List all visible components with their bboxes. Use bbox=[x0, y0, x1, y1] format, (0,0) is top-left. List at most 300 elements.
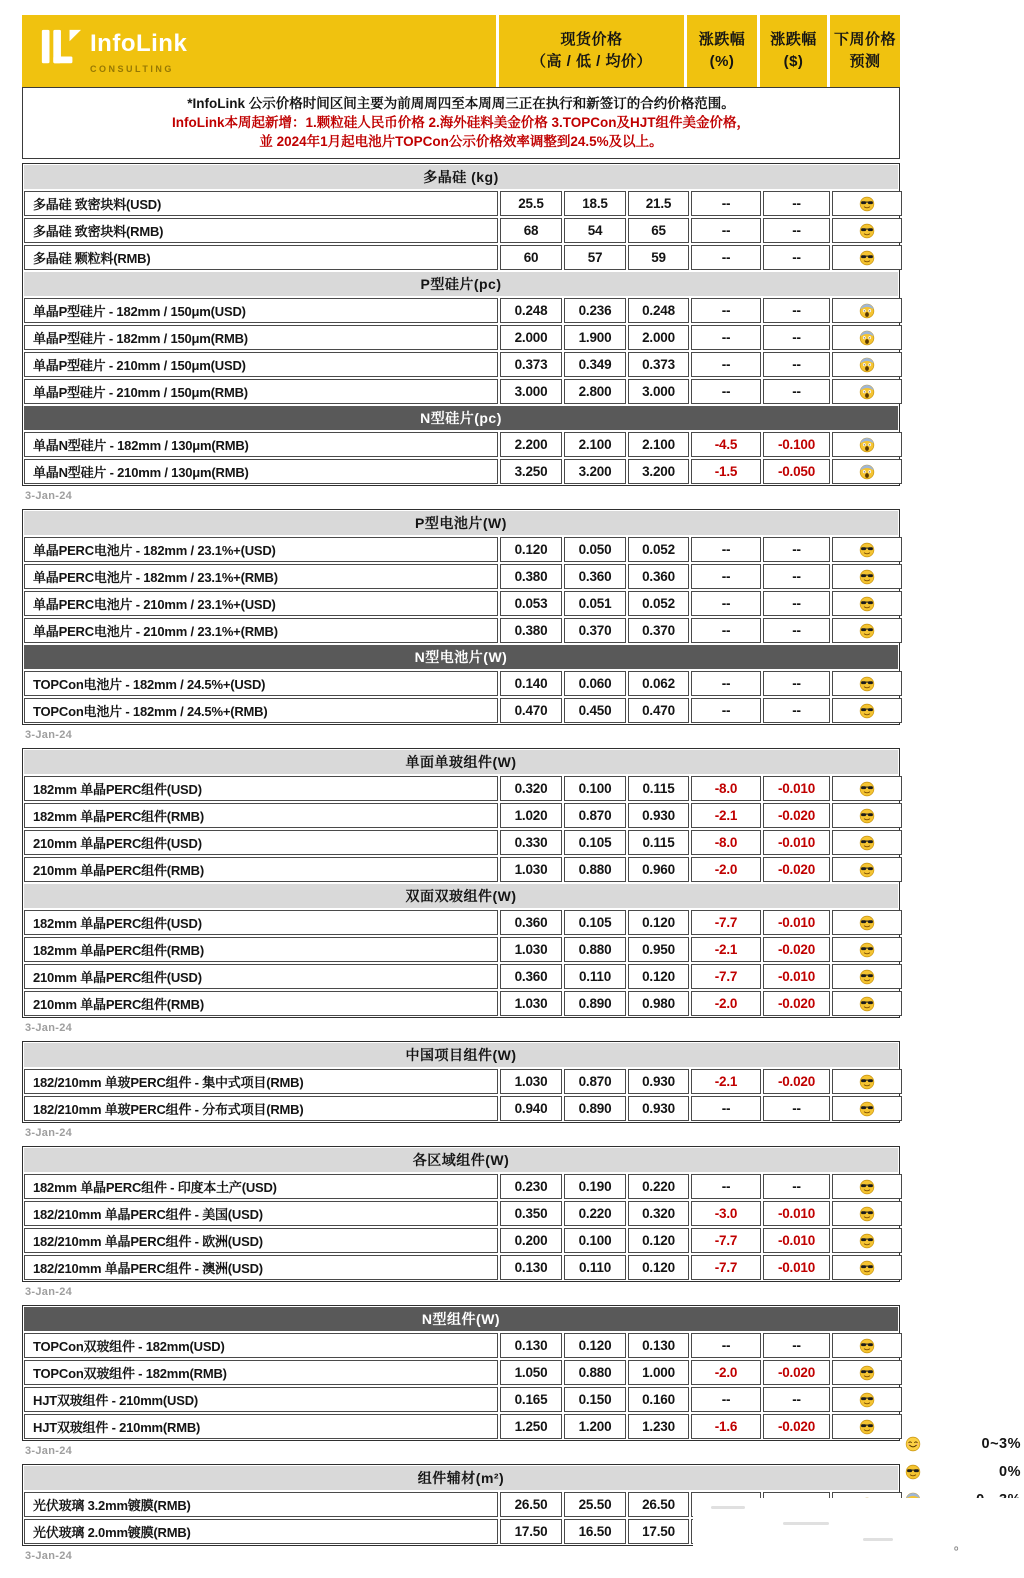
price-low: 0.880 bbox=[564, 857, 626, 882]
notice-line-3: 並 2024年1月起电池片TOPCon公示价格效率调整到24.5%及以上。 bbox=[259, 134, 663, 149]
row-label: TOPCon双玻组件 - 182mm(USD) bbox=[24, 1333, 498, 1358]
price-avg: 0.960 bbox=[628, 857, 689, 882]
row-label: 182/210mm 单玻PERC组件 - 分布式项目(RMB) bbox=[24, 1096, 498, 1121]
sunglasses-emoji-icon bbox=[832, 1201, 902, 1226]
change-pct-value: -- bbox=[691, 379, 761, 404]
price-high: 0.940 bbox=[500, 1096, 562, 1121]
change-usd-value: -0.010 bbox=[763, 830, 830, 855]
sunglasses-emoji-icon bbox=[832, 1228, 902, 1253]
column-header-spot-price bbox=[499, 15, 684, 87]
change-usd-value: -0.010 bbox=[763, 964, 830, 989]
change-pct-value: -4.5 bbox=[691, 432, 761, 457]
price-high: 1.030 bbox=[500, 937, 562, 962]
section-header: 双面双玻组件(W) bbox=[24, 884, 898, 908]
section-header: 组件辅材(m²) bbox=[24, 1466, 898, 1490]
change-pct-value: -2.1 bbox=[691, 937, 761, 962]
price-avg: 21.5 bbox=[628, 191, 689, 216]
price-high: 2.200 bbox=[500, 432, 562, 457]
price-avg: 0.360 bbox=[628, 564, 689, 589]
scream-emoji-icon bbox=[832, 325, 902, 350]
date-label: 3-Jan-24 bbox=[25, 1445, 73, 1457]
table-row bbox=[24, 964, 898, 989]
row-label: 210mm 单晶PERC组件(RMB) bbox=[24, 991, 498, 1016]
sunglasses-emoji-icon bbox=[832, 1387, 902, 1412]
table-row bbox=[24, 803, 898, 828]
table-row bbox=[24, 459, 898, 484]
sunglasses-emoji-icon bbox=[832, 937, 902, 962]
sunglasses-emoji-icon bbox=[832, 1174, 902, 1199]
change-usd-value: -0.010 bbox=[763, 776, 830, 801]
notice-line-2: InfoLink本周起新增：1.颗粒硅人民币价格 2.海外硅料美金价格 3.TOPCon及HJT组件美金价格， bbox=[171, 115, 751, 130]
section-header: 单面单玻组件(W) bbox=[24, 750, 898, 774]
price-avg: 1.230 bbox=[628, 1414, 689, 1439]
change-pct-value: -- bbox=[691, 1174, 761, 1199]
legend-item bbox=[903, 1430, 1021, 1458]
row-label: 210mm 单晶PERC组件(USD) bbox=[24, 964, 498, 989]
change-pct-value: -1.6 bbox=[691, 1414, 761, 1439]
price-avg: 3.000 bbox=[628, 379, 689, 404]
change-pct-value: -7.7 bbox=[691, 1228, 761, 1253]
price-high: 0.320 bbox=[500, 776, 562, 801]
sunglasses-emoji-icon bbox=[832, 537, 902, 562]
table-row bbox=[24, 910, 898, 935]
change-usd-value: -- bbox=[763, 352, 830, 377]
row-label: 210mm 单晶PERC组件(RMB) bbox=[24, 857, 498, 882]
price-avg: 0.930 bbox=[628, 1096, 689, 1121]
price-high: 0.380 bbox=[500, 618, 562, 643]
row-label: 光伏玻璃 2.0mm镀膜(RMB) bbox=[24, 1519, 498, 1544]
price-low: 1.900 bbox=[564, 325, 626, 350]
table-row bbox=[24, 991, 898, 1016]
notice-box bbox=[22, 88, 900, 159]
row-label: HJT双玻组件 - 210mm(USD) bbox=[24, 1387, 498, 1412]
price-high: 0.200 bbox=[500, 1228, 562, 1253]
scream-emoji-icon bbox=[832, 352, 902, 377]
change-usd-sublabel: ($) bbox=[783, 53, 804, 70]
price-avg: 0.373 bbox=[628, 352, 689, 377]
sunglasses-emoji-icon bbox=[832, 776, 902, 801]
change-pct-label: 涨跌幅 bbox=[698, 30, 746, 48]
change-pct-value: -1.5 bbox=[691, 459, 761, 484]
price-avg: 0.950 bbox=[628, 937, 689, 962]
scream-emoji-icon bbox=[832, 432, 902, 457]
table-group bbox=[22, 509, 900, 725]
table-row bbox=[24, 776, 898, 801]
price-high: 68 bbox=[500, 218, 562, 243]
date-label: 3-Jan-24 bbox=[25, 1286, 73, 1298]
change-pct-value: -2.0 bbox=[691, 991, 761, 1016]
sunglasses-emoji-icon bbox=[903, 1464, 923, 1480]
table-row bbox=[24, 1201, 898, 1226]
price-high: 1.030 bbox=[500, 991, 562, 1016]
price-low: 0.890 bbox=[564, 1096, 626, 1121]
table-row bbox=[24, 591, 898, 616]
legend-item bbox=[903, 1458, 1021, 1486]
notice-line-1: *InfoLink 公示价格时间区间主要为前周周四至本周周三正在执行和新签订的合约价格范围。 bbox=[187, 96, 735, 111]
table-row bbox=[24, 1255, 898, 1280]
price-low: 18.5 bbox=[564, 191, 626, 216]
change-usd-value: -0.020 bbox=[763, 1414, 830, 1439]
price-avg: 0.120 bbox=[628, 910, 689, 935]
price-high: 60 bbox=[500, 245, 562, 270]
watermark-residue: 。 bbox=[953, 1538, 966, 1552]
table-row bbox=[24, 618, 898, 643]
change-pct-value: -- bbox=[691, 671, 761, 696]
change-usd-value: -0.050 bbox=[763, 459, 830, 484]
sunglasses-emoji-icon bbox=[832, 591, 902, 616]
change-pct-value: -- bbox=[691, 325, 761, 350]
column-header-change-pct bbox=[687, 15, 757, 87]
change-usd-value: -- bbox=[763, 618, 830, 643]
change-pct-value: -- bbox=[691, 564, 761, 589]
section-header: N型电池片(W) bbox=[24, 645, 898, 669]
legend-label: 0~3% bbox=[981, 1436, 1021, 1452]
price-low: 0.150 bbox=[564, 1387, 626, 1412]
price-low: 0.360 bbox=[564, 564, 626, 589]
change-usd-value: -0.100 bbox=[763, 432, 830, 457]
change-usd-value: -- bbox=[763, 1174, 830, 1199]
change-pct-value: -- bbox=[691, 698, 761, 723]
table-row bbox=[24, 325, 898, 350]
date-label: 3-Jan-24 bbox=[25, 729, 73, 741]
row-label: 单晶P型硅片 - 182mm / 150μm(RMB) bbox=[24, 325, 498, 350]
date-label: 3-Jan-24 bbox=[25, 1022, 73, 1034]
price-low: 0.870 bbox=[564, 1069, 626, 1094]
price-low: 57 bbox=[564, 245, 626, 270]
price-low: 0.190 bbox=[564, 1174, 626, 1199]
price-high: 1.050 bbox=[500, 1360, 562, 1385]
table-row bbox=[24, 245, 898, 270]
change-pct-value: -2.0 bbox=[691, 1360, 761, 1385]
column-header-change-usd bbox=[760, 15, 827, 87]
brand-name: InfoLink bbox=[90, 29, 188, 57]
price-low: 0.100 bbox=[564, 776, 626, 801]
row-label: 182mm 单晶PERC组件(RMB) bbox=[24, 803, 498, 828]
change-pct-value: -- bbox=[691, 298, 761, 323]
price-low: 0.880 bbox=[564, 937, 626, 962]
section-header: N型硅片(pc) bbox=[24, 406, 898, 430]
price-high: 0.470 bbox=[500, 698, 562, 723]
price-low: 0.110 bbox=[564, 964, 626, 989]
row-label: 单晶PERC电池片 - 210mm / 23.1%+(RMB) bbox=[24, 618, 498, 643]
change-pct-value: -- bbox=[691, 1387, 761, 1412]
change-usd-value: -0.020 bbox=[763, 1069, 830, 1094]
price-high: 0.120 bbox=[500, 537, 562, 562]
row-label: 182/210mm 单晶PERC组件 - 澳洲(USD) bbox=[24, 1255, 498, 1280]
price-low: 0.051 bbox=[564, 591, 626, 616]
sunglasses-emoji-icon bbox=[832, 1333, 902, 1358]
row-label: 182mm 单晶PERC组件(USD) bbox=[24, 910, 498, 935]
brand-header-cell bbox=[22, 15, 496, 87]
table-row bbox=[24, 1387, 898, 1412]
sunglasses-emoji-icon bbox=[832, 830, 902, 855]
brand-subtitle: CONSULTING bbox=[90, 63, 174, 74]
price-high: 26.50 bbox=[500, 1492, 562, 1517]
sunglasses-emoji-icon bbox=[832, 698, 902, 723]
spot-price-sublabel: （高 / 低 / 均价） bbox=[530, 53, 652, 70]
price-avg: 3.200 bbox=[628, 459, 689, 484]
price-low: 0.890 bbox=[564, 991, 626, 1016]
price-high: 1.250 bbox=[500, 1414, 562, 1439]
table-row bbox=[24, 698, 898, 723]
price-high: 0.230 bbox=[500, 1174, 562, 1199]
price-avg: 0.120 bbox=[628, 964, 689, 989]
price-high: 0.373 bbox=[500, 352, 562, 377]
infolink-logo-icon bbox=[38, 26, 82, 76]
watermark-whiteout bbox=[693, 1498, 1024, 1560]
change-pct-value: -- bbox=[691, 245, 761, 270]
price-avg: 1.000 bbox=[628, 1360, 689, 1385]
change-pct-value: -7.7 bbox=[691, 1255, 761, 1280]
change-pct-value: -- bbox=[691, 218, 761, 243]
row-label: 多晶硅 致密块料(USD) bbox=[24, 191, 498, 216]
price-avg: 0.130 bbox=[628, 1333, 689, 1358]
change-pct-value: -- bbox=[691, 537, 761, 562]
row-label: 182mm 单晶PERC组件(USD) bbox=[24, 776, 498, 801]
section-header: 中国项目组件(W) bbox=[24, 1043, 898, 1067]
change-usd-value: -- bbox=[763, 1096, 830, 1121]
row-label: TOPCon双玻组件 - 182mm(RMB) bbox=[24, 1360, 498, 1385]
table-row bbox=[24, 1228, 898, 1253]
section-header: P型硅片(pc) bbox=[24, 272, 898, 296]
price-low: 0.236 bbox=[564, 298, 626, 323]
price-low: 0.880 bbox=[564, 1360, 626, 1385]
price-low: 0.105 bbox=[564, 830, 626, 855]
price-high: 2.000 bbox=[500, 325, 562, 350]
change-usd-value: -- bbox=[763, 245, 830, 270]
price-avg: 0.052 bbox=[628, 591, 689, 616]
sunglasses-emoji-icon bbox=[832, 1069, 902, 1094]
price-avg: 0.160 bbox=[628, 1387, 689, 1412]
change-usd-value: -0.010 bbox=[763, 1228, 830, 1253]
change-pct-value: -8.0 bbox=[691, 776, 761, 801]
change-pct-value: -- bbox=[691, 352, 761, 377]
row-label: TOPCon电池片 - 182mm / 24.5%+(USD) bbox=[24, 671, 498, 696]
row-label: 182/210mm 单玻PERC组件 - 集中式项目(RMB) bbox=[24, 1069, 498, 1094]
table-group bbox=[22, 163, 900, 486]
price-high: 0.053 bbox=[500, 591, 562, 616]
change-usd-label: 涨跌幅 bbox=[770, 30, 817, 48]
row-label: 210mm 单晶PERC组件(USD) bbox=[24, 830, 498, 855]
price-high: 3.000 bbox=[500, 379, 562, 404]
change-usd-value: -0.020 bbox=[763, 803, 830, 828]
table-group bbox=[22, 1305, 900, 1441]
change-pct-sublabel: (%) bbox=[709, 53, 735, 70]
table-row bbox=[24, 298, 898, 323]
change-usd-value: -- bbox=[763, 1333, 830, 1358]
price-low: 0.050 bbox=[564, 537, 626, 562]
table-row bbox=[24, 564, 898, 589]
price-avg: 0.980 bbox=[628, 991, 689, 1016]
change-pct-value: -2.0 bbox=[691, 857, 761, 882]
scream-emoji-icon bbox=[832, 298, 902, 323]
table-row bbox=[24, 379, 898, 404]
price-high: 0.360 bbox=[500, 964, 562, 989]
change-usd-value: -- bbox=[763, 191, 830, 216]
sunglasses-emoji-icon bbox=[832, 1255, 902, 1280]
price-avg: 0.120 bbox=[628, 1228, 689, 1253]
table-row bbox=[24, 352, 898, 377]
table-row bbox=[24, 937, 898, 962]
price-avg: 59 bbox=[628, 245, 689, 270]
change-usd-value: -0.020 bbox=[763, 857, 830, 882]
price-avg: 0.930 bbox=[628, 803, 689, 828]
price-low: 2.100 bbox=[564, 432, 626, 457]
change-usd-value: -0.010 bbox=[763, 910, 830, 935]
row-label: 多晶硅 颗粒料(RMB) bbox=[24, 245, 498, 270]
change-usd-value: -0.010 bbox=[763, 1255, 830, 1280]
change-pct-value: -- bbox=[691, 591, 761, 616]
change-usd-value: -- bbox=[763, 671, 830, 696]
table-row bbox=[24, 671, 898, 696]
row-label: 单晶P型硅片 - 210mm / 150μm(RMB) bbox=[24, 379, 498, 404]
table-row bbox=[24, 1414, 898, 1439]
price-high: 1.020 bbox=[500, 803, 562, 828]
sunglasses-emoji-icon bbox=[832, 191, 902, 216]
price-avg: 2.100 bbox=[628, 432, 689, 457]
change-usd-value: -- bbox=[763, 591, 830, 616]
sunglasses-emoji-icon bbox=[832, 671, 902, 696]
sunglasses-emoji-icon bbox=[832, 964, 902, 989]
price-high: 25.5 bbox=[500, 191, 562, 216]
change-pct-value: -2.1 bbox=[691, 1069, 761, 1094]
price-low: 0.105 bbox=[564, 910, 626, 935]
price-avg: 0.320 bbox=[628, 1201, 689, 1226]
price-low: 54 bbox=[564, 218, 626, 243]
change-pct-value: -2.1 bbox=[691, 803, 761, 828]
price-high: 1.030 bbox=[500, 857, 562, 882]
change-usd-value: -- bbox=[763, 698, 830, 723]
price-high: 0.165 bbox=[500, 1387, 562, 1412]
row-label: 单晶N型硅片 - 182mm / 130μm(RMB) bbox=[24, 432, 498, 457]
sunglasses-emoji-icon bbox=[832, 857, 902, 882]
sunglasses-emoji-icon bbox=[832, 1414, 902, 1439]
price-avg: 0.248 bbox=[628, 298, 689, 323]
price-high: 0.350 bbox=[500, 1201, 562, 1226]
table-row bbox=[24, 1069, 898, 1094]
price-low: 0.110 bbox=[564, 1255, 626, 1280]
price-avg: 26.50 bbox=[628, 1492, 689, 1517]
price-low: 0.349 bbox=[564, 352, 626, 377]
price-avg: 65 bbox=[628, 218, 689, 243]
row-label: 182mm 单晶PERC组件 - 印度本土产(USD) bbox=[24, 1174, 498, 1199]
change-pct-value: -- bbox=[691, 1333, 761, 1358]
price-low: 3.200 bbox=[564, 459, 626, 484]
table-header-row bbox=[22, 15, 900, 88]
sunglasses-emoji-icon bbox=[832, 803, 902, 828]
change-usd-value: -- bbox=[763, 1387, 830, 1412]
price-avg: 0.370 bbox=[628, 618, 689, 643]
price-low: 0.370 bbox=[564, 618, 626, 643]
table-row bbox=[24, 1096, 898, 1121]
row-label: 182mm 单晶PERC组件(RMB) bbox=[24, 937, 498, 962]
row-label: TOPCon电池片 - 182mm / 24.5%+(RMB) bbox=[24, 698, 498, 723]
price-high: 1.030 bbox=[500, 1069, 562, 1094]
table-row bbox=[24, 1360, 898, 1385]
date-label: 3-Jan-24 bbox=[25, 1127, 73, 1139]
price-high: 0.248 bbox=[500, 298, 562, 323]
price-avg: 0.120 bbox=[628, 1255, 689, 1280]
change-pct-value: -7.7 bbox=[691, 964, 761, 989]
sunglasses-emoji-icon bbox=[832, 991, 902, 1016]
price-low: 0.870 bbox=[564, 803, 626, 828]
row-label: 单晶N型硅片 - 210mm / 130μm(RMB) bbox=[24, 459, 498, 484]
row-label: 多晶硅 致密块料(RMB) bbox=[24, 218, 498, 243]
row-label: HJT双玻组件 - 210mm(RMB) bbox=[24, 1414, 498, 1439]
table-row bbox=[24, 537, 898, 562]
smile-emoji-icon bbox=[903, 1436, 923, 1452]
price-low: 0.120 bbox=[564, 1333, 626, 1358]
section-header: 各区域组件(W) bbox=[24, 1148, 898, 1172]
scream-emoji-icon bbox=[832, 379, 902, 404]
price-low: 0.060 bbox=[564, 671, 626, 696]
price-avg: 0.115 bbox=[628, 830, 689, 855]
price-low: 0.100 bbox=[564, 1228, 626, 1253]
row-label: 182/210mm 单晶PERC组件 - 欧洲(USD) bbox=[24, 1228, 498, 1253]
price-low: 25.50 bbox=[564, 1492, 626, 1517]
price-avg: 0.930 bbox=[628, 1069, 689, 1094]
change-usd-value: -- bbox=[763, 298, 830, 323]
section-header: N型组件(W) bbox=[24, 1307, 898, 1331]
change-usd-value: -0.020 bbox=[763, 937, 830, 962]
price-low: 0.220 bbox=[564, 1201, 626, 1226]
table-row bbox=[24, 857, 898, 882]
sunglasses-emoji-icon bbox=[832, 1360, 902, 1385]
price-avg: 0.052 bbox=[628, 537, 689, 562]
price-high: 0.140 bbox=[500, 671, 562, 696]
price-high: 17.50 bbox=[500, 1519, 562, 1544]
row-label: 光伏玻璃 3.2mm镀膜(RMB) bbox=[24, 1492, 498, 1517]
column-header-forecast bbox=[830, 15, 900, 87]
price-high: 0.360 bbox=[500, 910, 562, 935]
change-usd-value: -- bbox=[763, 325, 830, 350]
price-low: 0.450 bbox=[564, 698, 626, 723]
sunglasses-emoji-icon bbox=[832, 910, 902, 935]
change-usd-value: -- bbox=[763, 379, 830, 404]
forecast-label: 下周价格 bbox=[833, 30, 896, 48]
table-row bbox=[24, 432, 898, 457]
change-usd-value: -0.020 bbox=[763, 991, 830, 1016]
price-avg: 17.50 bbox=[628, 1519, 689, 1544]
price-high: 3.250 bbox=[500, 459, 562, 484]
sunglasses-emoji-icon bbox=[832, 245, 902, 270]
section-header: P型电池片(W) bbox=[24, 511, 898, 535]
change-pct-value: -- bbox=[691, 1096, 761, 1121]
row-label: 单晶P型硅片 - 182mm / 150μm(USD) bbox=[24, 298, 498, 323]
change-usd-value: -0.010 bbox=[763, 1201, 830, 1226]
row-label: 单晶PERC电池片 - 182mm / 23.1%+(USD) bbox=[24, 537, 498, 562]
row-label: 单晶P型硅片 - 210mm / 150μm(USD) bbox=[24, 352, 498, 377]
change-pct-value: -- bbox=[691, 618, 761, 643]
forecast-sublabel: 预测 bbox=[849, 53, 881, 70]
price-avg: 0.470 bbox=[628, 698, 689, 723]
price-high: 0.130 bbox=[500, 1333, 562, 1358]
sunglasses-emoji-icon bbox=[832, 618, 902, 643]
price-avg: 0.115 bbox=[628, 776, 689, 801]
row-label: 单晶PERC电池片 - 182mm / 23.1%+(RMB) bbox=[24, 564, 498, 589]
section-header: 多晶硅 (kg) bbox=[24, 165, 898, 189]
change-usd-value: -- bbox=[763, 564, 830, 589]
change-pct-value: -3.0 bbox=[691, 1201, 761, 1226]
table-group bbox=[22, 1041, 900, 1123]
price-high: 0.380 bbox=[500, 564, 562, 589]
table-row bbox=[24, 1174, 898, 1199]
table-row bbox=[24, 830, 898, 855]
price-avg: 0.062 bbox=[628, 671, 689, 696]
change-pct-value: -8.0 bbox=[691, 830, 761, 855]
scream-emoji-icon bbox=[832, 459, 902, 484]
row-label: 单晶PERC电池片 - 210mm / 23.1%+(USD) bbox=[24, 591, 498, 616]
